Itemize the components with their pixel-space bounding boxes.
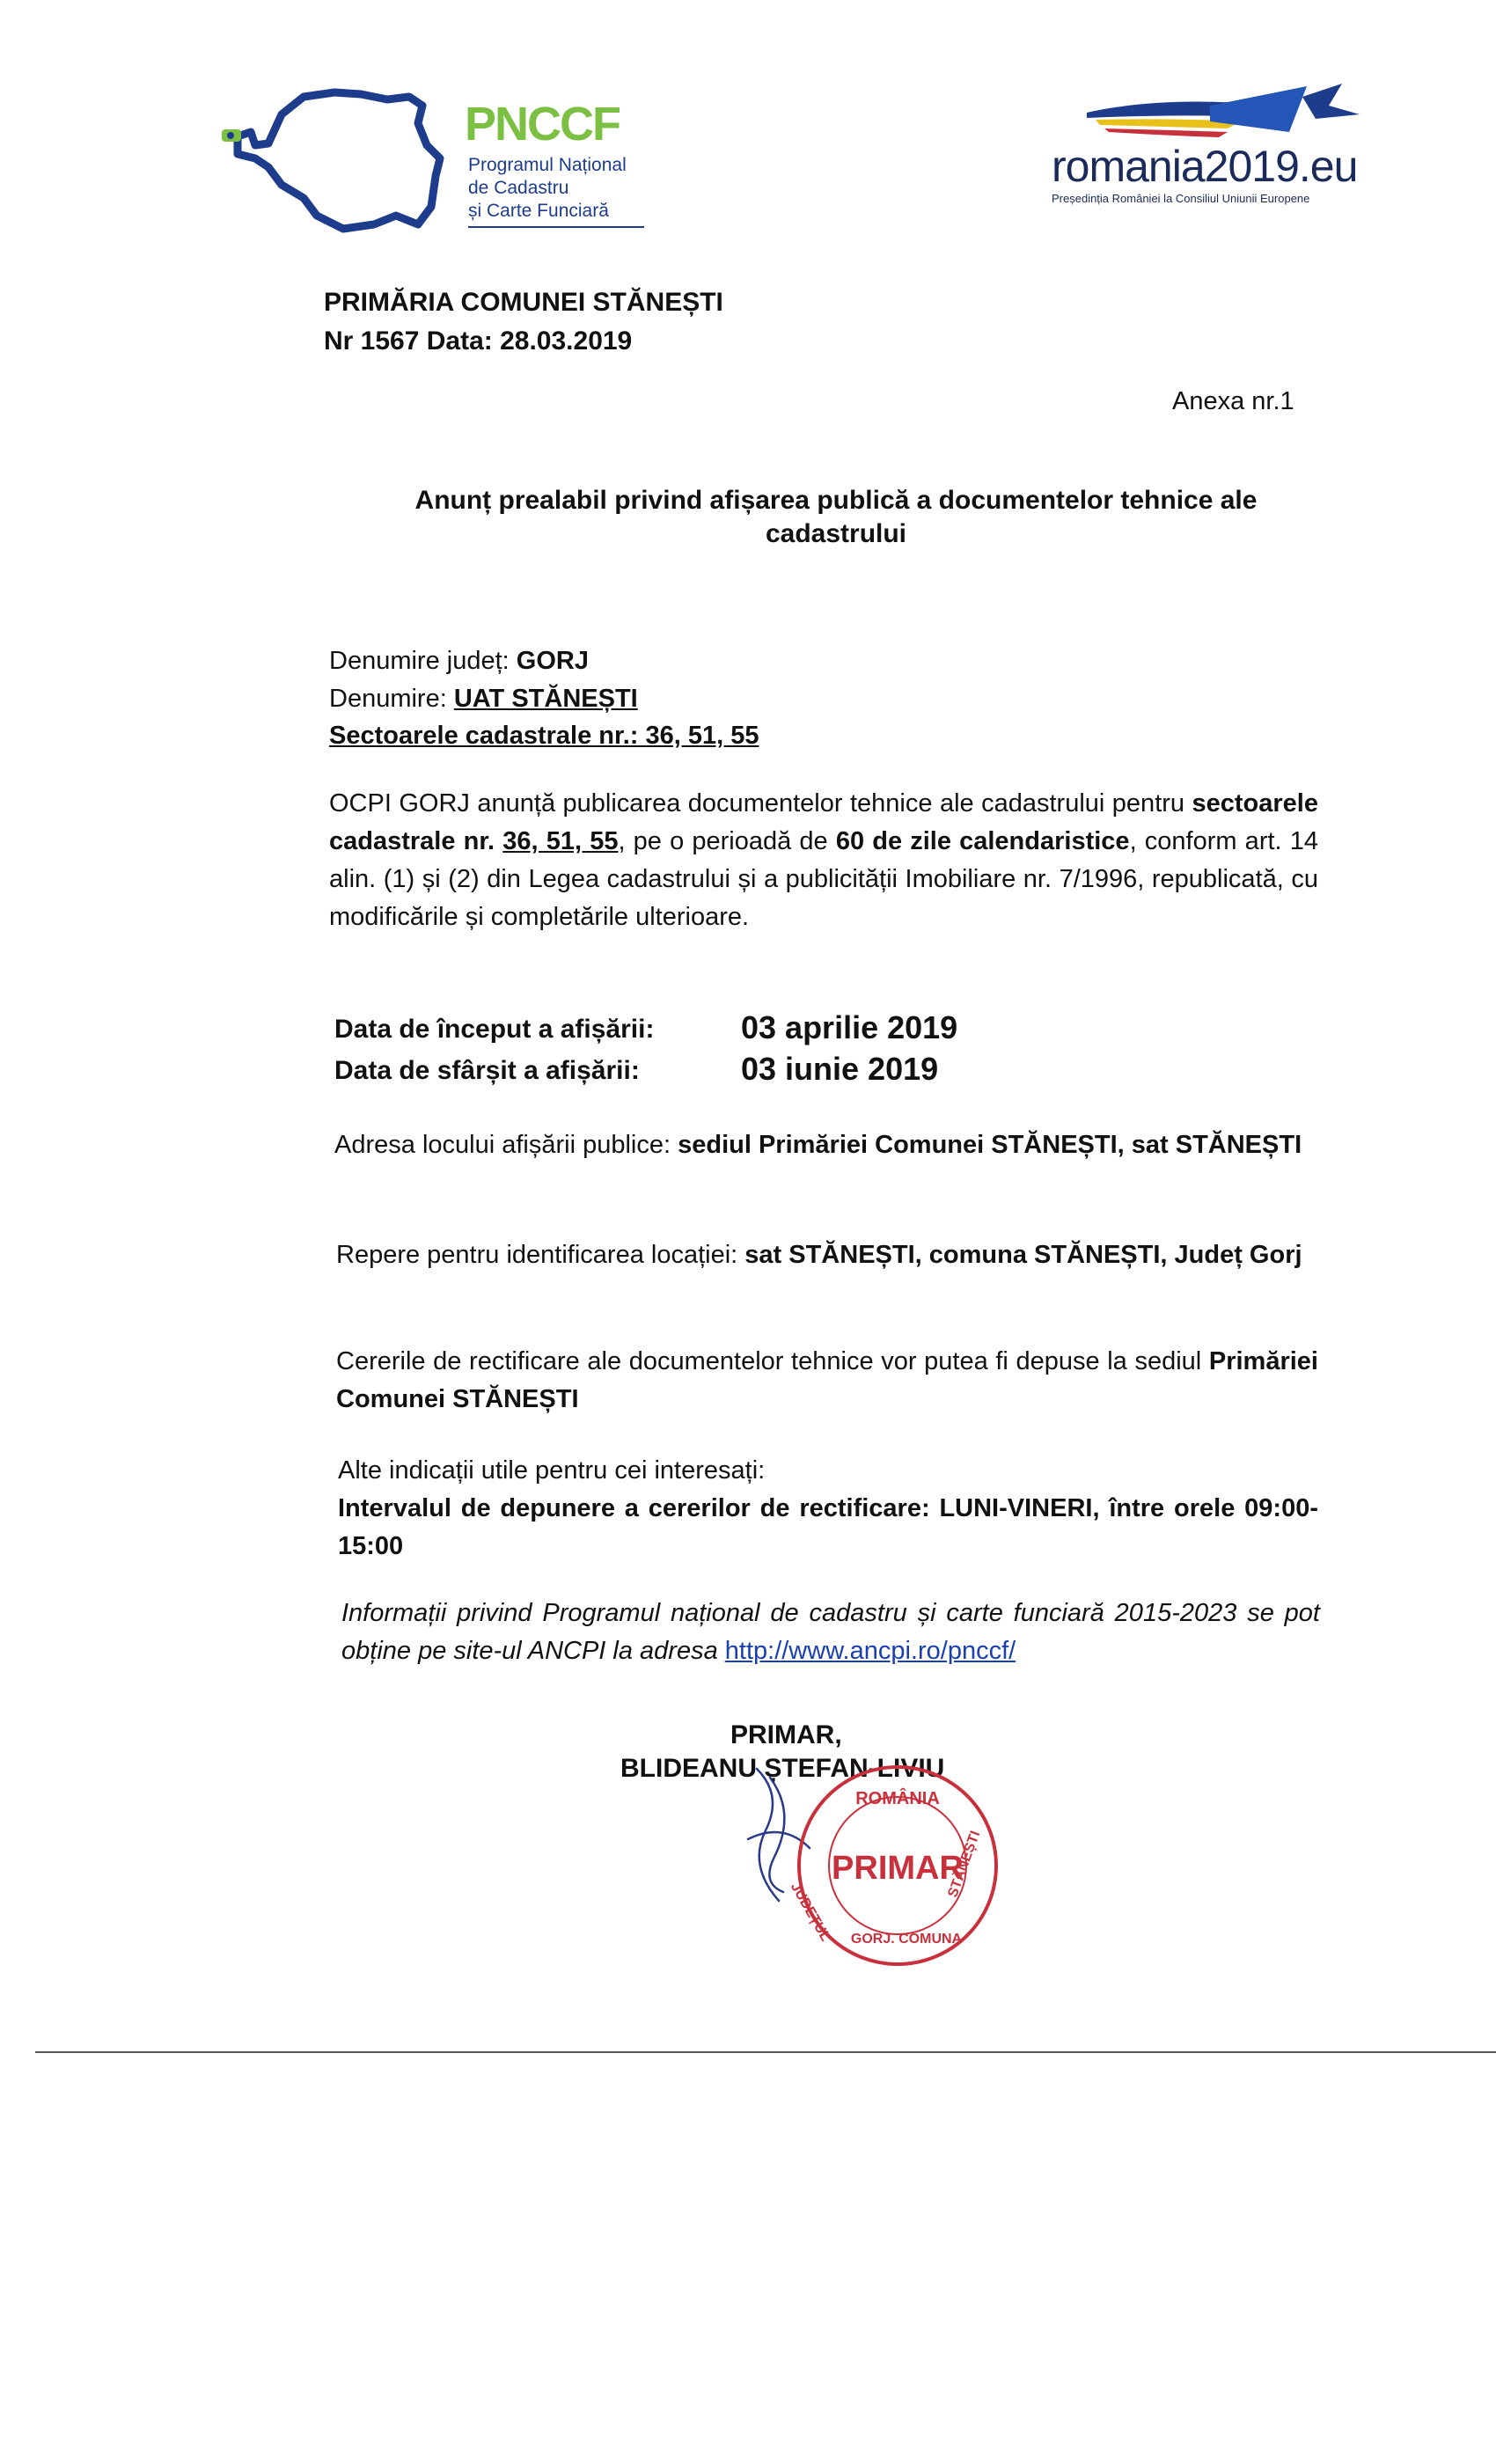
stamp-right-text: STĂNEȘTI (945, 1829, 984, 1900)
landmarks-label: Repere pentru identificarea locației: (336, 1241, 745, 1269)
sectors-label: Sectoarele cadastrale nr.: (329, 722, 646, 750)
ancpi-link[interactable]: http://www.ancpi.ro/pnccf/ (724, 1637, 1016, 1665)
end-date-value: 03 iunie 2019 (741, 1051, 939, 1087)
romania2019-subtitle: Președinția României la Consiliul Uniunii Europene (1052, 192, 1310, 205)
requests-text: Cererile de rectificare ale documentelor tehnice vor putea fi depuse la sediul (336, 1347, 1209, 1375)
mayor-title: PRIMAR, (730, 1720, 842, 1749)
sectors-line (329, 722, 759, 751)
announcement-part1: OCPI GORJ anunță publicarea documentelor tehnice ale cadastrului pentru (329, 789, 1192, 818)
footer-divider (35, 2051, 1496, 2053)
uat-line (329, 685, 638, 714)
uat-value: UAT STĂNEȘTI (453, 685, 638, 713)
announcement-period: 60 de zile calendaristice (835, 827, 1130, 855)
address-value: sediul Primăriei Comunei STĂNEȘTI, sat STĂNEȘTI (678, 1131, 1302, 1159)
document-title: Anunț prealabil privind afișarea publică a documentelor tehnice ale cadastrului (414, 486, 1258, 548)
uat-label: Denumire: (329, 685, 454, 713)
issuer-number-date: Nr 1567 Data: 28.03.2019 (324, 326, 633, 356)
county-line (329, 647, 589, 676)
other-info-paragraph (338, 1452, 1318, 1566)
landmarks-value: sat STĂNEȘTI, comuna STĂNEȘTI, Județ Gorj (744, 1241, 1302, 1269)
pnccf-caption (468, 154, 679, 223)
stamp-top-text: ROMÂNIA (855, 1789, 940, 1808)
annex-label: Anexa nr.1 (1172, 387, 1294, 415)
start-date-value: 03 aprilie 2019 (741, 1009, 958, 1045)
announcement-paragraph (329, 785, 1318, 936)
county-value: GORJ (516, 647, 589, 675)
pnccf-line-1: Programul Național (468, 155, 627, 175)
pnccf-line-3: și Carte Funciară (468, 201, 609, 221)
pnccf-line-2: de Cadastru (468, 178, 569, 198)
ribbon-icon (1078, 79, 1368, 141)
program-info-text: Informații privind Programul național de cadastru și carte funciară 2015-2023 se pot obține pe site-ul ANCPI la adresa (341, 1599, 1320, 1665)
stamp-bottom-text: GORJ. COMUNA (850, 1932, 963, 1947)
announcement-part3: , conform art. 14 alin. (1) și (2) din Legea cadastrului și a publicității Imobiliare nr. 7/1996, republicată, cu modificările și completările ulterioare. (329, 827, 1318, 931)
stamp-center-text: PRIMAR (832, 1850, 964, 1887)
county-label: Denumire județ: (329, 647, 517, 675)
requests-place: Primăriei Comunei STĂNEȘTI (336, 1347, 1318, 1413)
announcement-sectors-value: 36, 51, 55 (502, 827, 619, 855)
romania2019-wordmark: romania2019.eu (1052, 142, 1358, 191)
romania-map-icon (220, 84, 458, 242)
pnccf-logo (220, 84, 678, 242)
official-stamp (787, 1760, 1003, 1971)
other-info-value: Intervalul de depunere a cererilor de rectificare: LUNI-VINERI, între orele 09:00-15:00 (338, 1494, 1318, 1560)
romania2019-logo (1052, 79, 1377, 220)
issuer-name: PRIMĂRIA COMUNEI STĂNEȘTI (324, 288, 723, 317)
announcement-sectors-label: sectoarele cadastrale nr. (329, 789, 1318, 855)
landmarks-paragraph (336, 1236, 1318, 1274)
address-paragraph (334, 1126, 1318, 1164)
program-info-paragraph (341, 1595, 1320, 1670)
start-date-label: Data de început a afișării: (334, 1015, 655, 1044)
address-label: Adresa locului afișării publice: (334, 1131, 678, 1159)
pnccf-wordmark: PNCCF (465, 98, 620, 150)
requests-paragraph (336, 1343, 1318, 1419)
end-date-label: Data de sfârșit a afișării: (334, 1056, 640, 1085)
announcement-part2: , pe o perioadă de (618, 827, 836, 855)
other-info-label: Alte indicații utile pentru cei interesați: (338, 1456, 766, 1485)
sectors-value: 36, 51, 55 (645, 722, 759, 750)
mayor-name: BLIDEANU ȘTEFAN-LIVIU (620, 1754, 945, 1783)
pnccf-underline (468, 226, 644, 228)
stamp-left-text: JUDEȚUL (787, 1880, 833, 1944)
issuer-block (324, 283, 723, 361)
